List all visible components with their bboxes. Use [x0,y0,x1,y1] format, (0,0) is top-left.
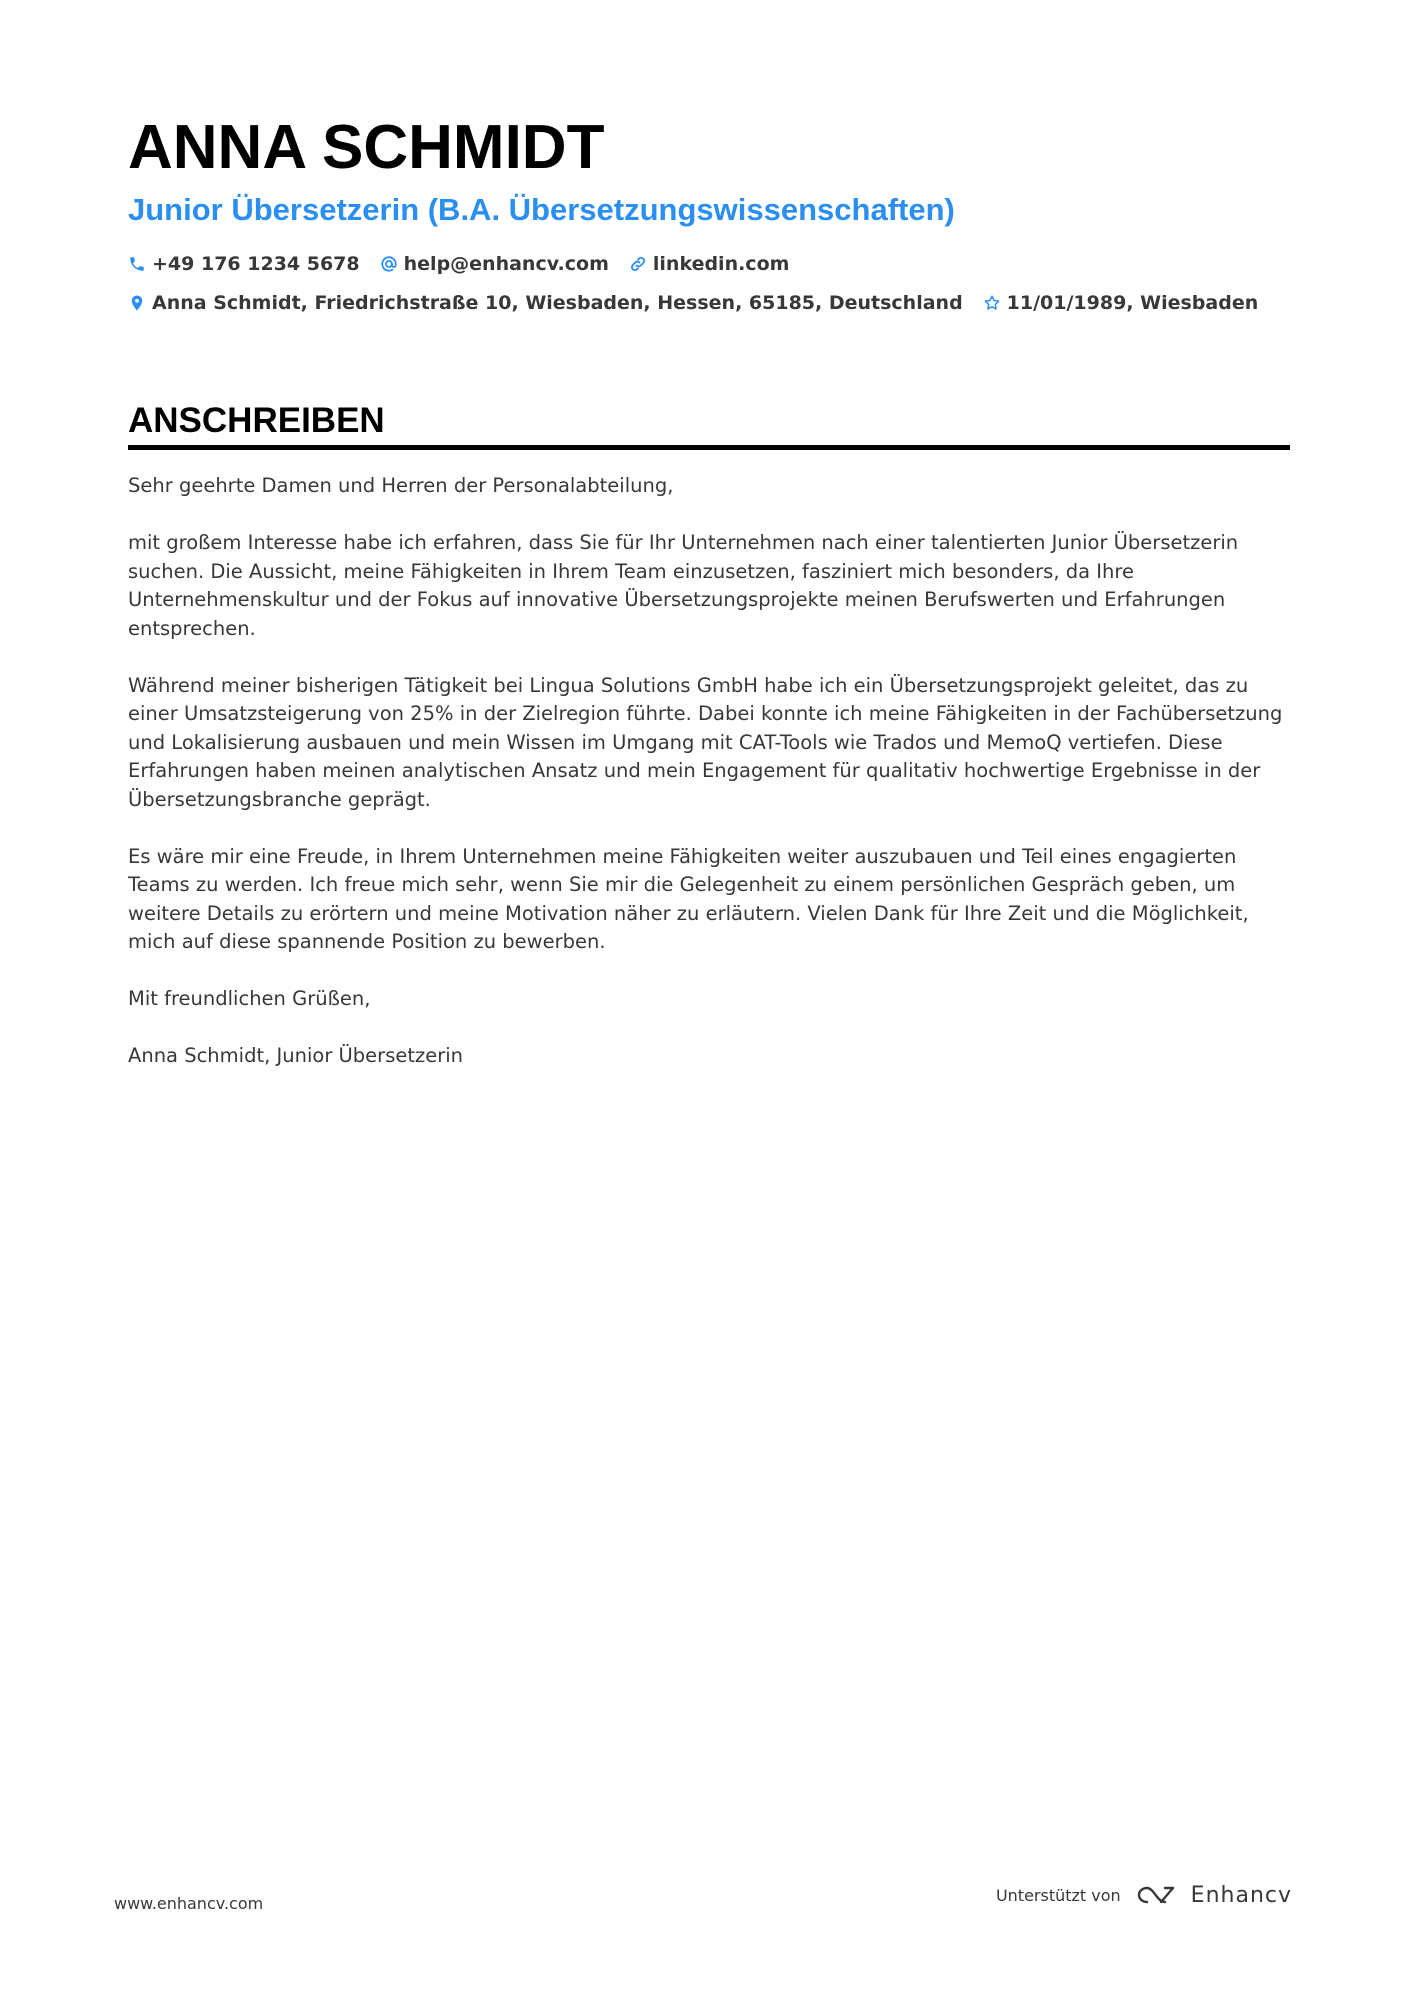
contact-linkedin [629,253,790,275]
paragraph-2: Während meiner bisherigen Tätigkeit bei Lingua Solutions GmbH habe ich ein Übersetzungsprojekt geleitet, das zu einer Umsatzsteigerung von 25% in der Zielregion führte. Dabei konnte ich meine Fähigkeiten in der Fachübersetzung und Lokalisierung ausbauen und mein Wissen im Umgang mit CAT-Tools wie Trados und MemoQ vertiefen. Diese Erfahrungen haben meinen analytischen Ansatz und mein Engagement für qualitativ hochwertige Ergebnisse in der Übersetzungsbranche geprägt. [128,673,1283,811]
birth-text: 11/01/1989, Wiesbaden [1006,292,1259,314]
link-icon [629,255,647,273]
contact-row-primary [128,250,1290,278]
brand[interactable] [1133,1882,1292,1908]
phone-number: +49 176 1234 5678 [152,253,360,275]
cover-letter-page [128,112,1290,1099]
at-icon [380,255,398,273]
footer-powered-by [996,1882,1292,1908]
location-pin-icon [128,294,146,312]
applicant-title: Junior Übersetzerin (B.A. Übersetzungswissenschaften) [128,192,955,227]
letter-body [128,472,1290,1071]
contact-phone [128,253,360,275]
contact-address [128,292,963,314]
footer-website[interactable]: www.enhancv.com [114,1894,264,1913]
star-icon [983,294,1001,312]
address-text: Anna Schmidt, Friedrichstraße 10, Wiesbaden, Hessen, 65185, Deutschland [152,292,963,314]
contact-birth [983,292,1259,314]
header [128,112,1290,317]
email-address[interactable]: help@enhancv.com [403,253,609,275]
enhancv-logo-icon [1133,1882,1181,1908]
signature: Anna Schmidt, Junior Übersetzerin [128,1044,464,1067]
paragraph-1: mit großem Interesse habe ich erfahren, dass Sie für Ihr Unternehmen nach einer talentierten Junior Übersetzerin suchen. Die Aussicht, meine Fähigkeiten in Ihrem Team einzusetzen, fasziniert mich besonders, da Ihre Unternehmenskultur und der Fokus auf innovative Übersetzungsprojekte meinen Berufswerten und Erfahrungen entsprechen. [128,531,1239,640]
linkedin-link[interactable]: linkedin.com [652,253,790,275]
contact-email [380,253,609,275]
paragraph-3: Es wäre mir eine Freude, in Ihrem Unternehmen meine Fähigkeiten weiter auszubauen und Teil eines engagierten Teams zu werden. Ich freue mich sehr, wenn Sie mir die Gelegenheit zu einem persönlichen Gespräch geben, um weitere Details zu erörtern und meine Motivation näher zu erläutern. Vielen Dank für Ihre Zeit und die Möglichkeit, mich auf diese spannende Position zu bewerben. [128,844,1249,953]
applicant-name: ANNA SCHMIDT [128,113,605,182]
brand-name: Enhancv [1190,1882,1292,1908]
section-title: ANSCHREIBEN [128,401,1290,450]
contact-row-secondary [128,289,1290,317]
closing: Mit freundlichen Grüßen, [128,987,371,1010]
powered-by-label: Unterstützt von [995,1885,1121,1905]
salutation: Sehr geehrte Damen und Herren der Personalabteilung, [128,474,674,497]
phone-icon [128,255,146,273]
